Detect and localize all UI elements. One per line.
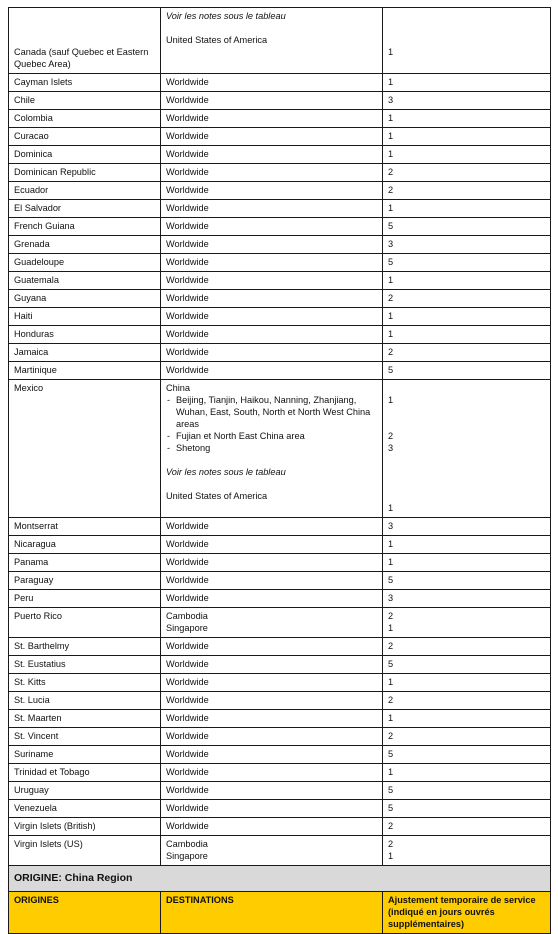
destination-cell — [161, 836, 383, 866]
table-row — [9, 128, 551, 146]
origin-cell: French Guiana — [9, 218, 161, 236]
destination-cell: Worldwide — [161, 344, 383, 362]
destination-label: United States of America — [166, 35, 268, 45]
table-row — [9, 308, 551, 326]
china-area-item: - Fujian et North East China area — [166, 430, 377, 442]
destination-cell: Worldwide — [161, 164, 383, 182]
adjustment-cell — [383, 608, 551, 638]
adjustment-cell: 1 — [383, 764, 551, 782]
table-row — [9, 218, 551, 236]
spacer — [166, 454, 377, 466]
table-row — [9, 92, 551, 110]
origin-cell: Haiti — [9, 308, 161, 326]
table-row — [9, 656, 551, 674]
table-row — [9, 182, 551, 200]
destination-cell: Worldwide — [161, 182, 383, 200]
adjustment-value: 2 — [388, 839, 394, 849]
adjustment-value: 1 — [388, 395, 394, 405]
origin-cell: Guadeloupe — [9, 254, 161, 272]
table-row — [9, 236, 551, 254]
origin-cell: Guatemala — [9, 272, 161, 290]
origin-cell: Grenada — [9, 236, 161, 254]
adjustment-cell: 2 — [383, 692, 551, 710]
origin-cell — [9, 8, 161, 74]
table-row — [9, 590, 551, 608]
table-note: Voir les notes sous le tableau — [166, 11, 286, 21]
table-header-row — [9, 892, 551, 934]
origin-cell: Martinique — [9, 362, 161, 380]
destination-label: Cambodia — [166, 839, 208, 849]
adjustment-cell: 2 — [383, 344, 551, 362]
adjustment-cell — [383, 8, 551, 74]
origin-cell: Venezuela — [9, 800, 161, 818]
table-row — [9, 272, 551, 290]
origin-cell: St. Lucia — [9, 692, 161, 710]
destination-cell: Worldwide — [161, 572, 383, 590]
header-adjustment: Ajustement temporaire de service (indiqué en jours ouvrés supplémentaires) — [383, 892, 551, 934]
adjustment-cell: 1 — [383, 674, 551, 692]
table-row-canada — [9, 8, 551, 74]
destination-cell: Worldwide — [161, 290, 383, 308]
table-row — [9, 146, 551, 164]
origin-cell: St. Kitts — [9, 674, 161, 692]
destination-cell: Worldwide — [161, 254, 383, 272]
origin-cell: Ecuador — [9, 182, 161, 200]
china-area-list — [166, 394, 377, 454]
destination-cell: Worldwide — [161, 590, 383, 608]
destination-cell: Worldwide — [161, 236, 383, 254]
table-row — [9, 728, 551, 746]
origin-cell: St. Vincent — [9, 728, 161, 746]
adjustment-cell: 1 — [383, 128, 551, 146]
origin-label: Canada (sauf Quebec et Eastern Quebec Area) — [14, 47, 149, 69]
adjustment-value: 2 — [388, 611, 394, 621]
table-row — [9, 800, 551, 818]
adjustment-cell: 2 — [383, 290, 551, 308]
spacer — [166, 478, 377, 490]
destination-cell: Worldwide — [161, 518, 383, 536]
table-row — [9, 782, 551, 800]
adjustment-cell: 3 — [383, 92, 551, 110]
destination-cell: Worldwide — [161, 308, 383, 326]
origin-cell: Paraguay — [9, 572, 161, 590]
table-row — [9, 74, 551, 92]
adjustment-cell: 1 — [383, 110, 551, 128]
adjustment-cell: 3 — [383, 518, 551, 536]
table-row — [9, 638, 551, 656]
adjustment-cell: 5 — [383, 362, 551, 380]
origin-cell: St. Barthelmy — [9, 638, 161, 656]
adjustment-cell: 5 — [383, 782, 551, 800]
origin-cell: Virgin Islets (British) — [9, 818, 161, 836]
origin-cell: El Salvador — [9, 200, 161, 218]
destination-cell — [161, 608, 383, 638]
table-row — [9, 710, 551, 728]
table-row — [9, 674, 551, 692]
spacer — [388, 382, 545, 394]
destination-cell: Worldwide — [161, 92, 383, 110]
destination-cell: Worldwide — [161, 536, 383, 554]
origin-cell: Peru — [9, 590, 161, 608]
destination-cell: Worldwide — [161, 110, 383, 128]
table-row — [9, 764, 551, 782]
table-note: Voir les notes sous le tableau — [166, 467, 286, 477]
table-row — [9, 362, 551, 380]
destination-cell: Worldwide — [161, 554, 383, 572]
section-row — [9, 866, 551, 892]
table-row — [9, 554, 551, 572]
destination-label: Cambodia — [166, 611, 208, 621]
adjustment-cell: 2 — [383, 182, 551, 200]
table-row — [9, 290, 551, 308]
origin-cell: Honduras — [9, 326, 161, 344]
destination-cell: Worldwide — [161, 800, 383, 818]
origin-cell: Puerto Rico — [9, 608, 161, 638]
destination-label: Singapore — [166, 851, 208, 861]
origin-cell: Dominica — [9, 146, 161, 164]
spacer — [388, 490, 545, 502]
table-row — [9, 692, 551, 710]
table-row — [9, 836, 551, 866]
adjustment-cell: 1 — [383, 272, 551, 290]
destination-cell — [161, 8, 383, 74]
destination-cell: Worldwide — [161, 692, 383, 710]
adjustment-cell: 1 — [383, 326, 551, 344]
origin-cell: Panama — [9, 554, 161, 572]
origin-cell: Nicaragua — [9, 536, 161, 554]
destination-cell: Worldwide — [161, 710, 383, 728]
destination-cell: Worldwide — [161, 74, 383, 92]
origin-cell: St. Maarten — [9, 710, 161, 728]
adjustment-cell: 5 — [383, 218, 551, 236]
adjustment-cell: 5 — [383, 746, 551, 764]
adjustment-cell: 3 — [383, 236, 551, 254]
table-row — [9, 326, 551, 344]
adjustment-cell: 2 — [383, 818, 551, 836]
table-row — [9, 254, 551, 272]
adjustment-cell: 5 — [383, 254, 551, 272]
destination-cell: Worldwide — [161, 200, 383, 218]
destination-cell: Worldwide — [161, 146, 383, 164]
table-row-mexico — [9, 380, 551, 518]
adjustment-cell: 5 — [383, 800, 551, 818]
destination-cell: Worldwide — [161, 638, 383, 656]
origin-cell: Chile — [9, 92, 161, 110]
origin-cell: Colombia — [9, 110, 161, 128]
destination-cell: Worldwide — [161, 674, 383, 692]
destination-cell: Worldwide — [161, 272, 383, 290]
table-row — [9, 536, 551, 554]
adjustment-value: 3 — [388, 443, 394, 453]
origin-cell: Uruguay — [9, 782, 161, 800]
destination-cell: Worldwide — [161, 128, 383, 146]
destination-label: China — [166, 383, 191, 393]
table-row — [9, 164, 551, 182]
adjustment-cell — [383, 380, 551, 518]
china-area-item: - Shetong — [166, 442, 377, 454]
table-row — [9, 344, 551, 362]
origin-cell: St. Eustatius — [9, 656, 161, 674]
destination-cell: Worldwide — [161, 362, 383, 380]
adjustment-cell: 2 — [383, 164, 551, 182]
adjustment-cell: 1 — [383, 146, 551, 164]
china-area-item: - Beijing, Tianjin, Haikou, Nanning, Zhanjiang, Wuhan, East, South, North et North West China areas — [166, 394, 377, 430]
adjustment-cell: 2 — [383, 638, 551, 656]
destination-cell: Worldwide — [161, 728, 383, 746]
destination-cell: Worldwide — [161, 656, 383, 674]
table-row — [9, 608, 551, 638]
adjustment-cell: 1 — [383, 536, 551, 554]
destination-label: United States of America — [166, 491, 268, 501]
origin-cell: Suriname — [9, 746, 161, 764]
adjustment-cell — [383, 836, 551, 866]
origin-cell: Montserrat — [9, 518, 161, 536]
origin-cell: Jamaica — [9, 344, 161, 362]
table-row — [9, 200, 551, 218]
adjustment-value: 2 — [388, 431, 394, 441]
table-row — [9, 746, 551, 764]
section-title: ORIGINE: China Region — [9, 866, 551, 892]
service-adjustment-table — [8, 7, 551, 934]
adjustment-cell: 3 — [383, 590, 551, 608]
adjustment-cell: 1 — [383, 554, 551, 572]
adjustment-cell: 5 — [383, 572, 551, 590]
adjustment-value: 1 — [388, 47, 394, 57]
adjustment-value: 1 — [388, 623, 394, 633]
origin-cell: Curacao — [9, 128, 161, 146]
header-origins: ORIGINES — [9, 892, 161, 934]
origin-cell: Dominican Republic — [9, 164, 161, 182]
destination-cell: Worldwide — [161, 818, 383, 836]
adjustment-cell: 2 — [383, 728, 551, 746]
table-row — [9, 818, 551, 836]
destination-cell — [161, 380, 383, 518]
origin-cell: Virgin Islets (US) — [9, 836, 161, 866]
adjustment-value: 1 — [388, 503, 394, 513]
destination-cell: Worldwide — [161, 782, 383, 800]
origin-cell: Guyana — [9, 290, 161, 308]
origin-cell: Cayman Islets — [9, 74, 161, 92]
adjustment-cell: 1 — [383, 710, 551, 728]
origin-cell: Trinidad et Tobago — [9, 764, 161, 782]
adjustment-value: 1 — [388, 851, 394, 861]
destination-label: Singapore — [166, 623, 208, 633]
table-row — [9, 518, 551, 536]
adjustment-cell: 1 — [383, 308, 551, 326]
destination-cell: Worldwide — [161, 746, 383, 764]
adjustment-cell: 5 — [383, 656, 551, 674]
table-row — [9, 572, 551, 590]
adjustment-cell: 1 — [383, 200, 551, 218]
header-destinations: DESTINATIONS — [161, 892, 383, 934]
destination-cell: Worldwide — [161, 764, 383, 782]
origin-cell: Mexico — [9, 380, 161, 518]
table-row — [9, 110, 551, 128]
destination-cell: Worldwide — [161, 218, 383, 236]
adjustment-cell: 1 — [383, 74, 551, 92]
destination-cell: Worldwide — [161, 326, 383, 344]
